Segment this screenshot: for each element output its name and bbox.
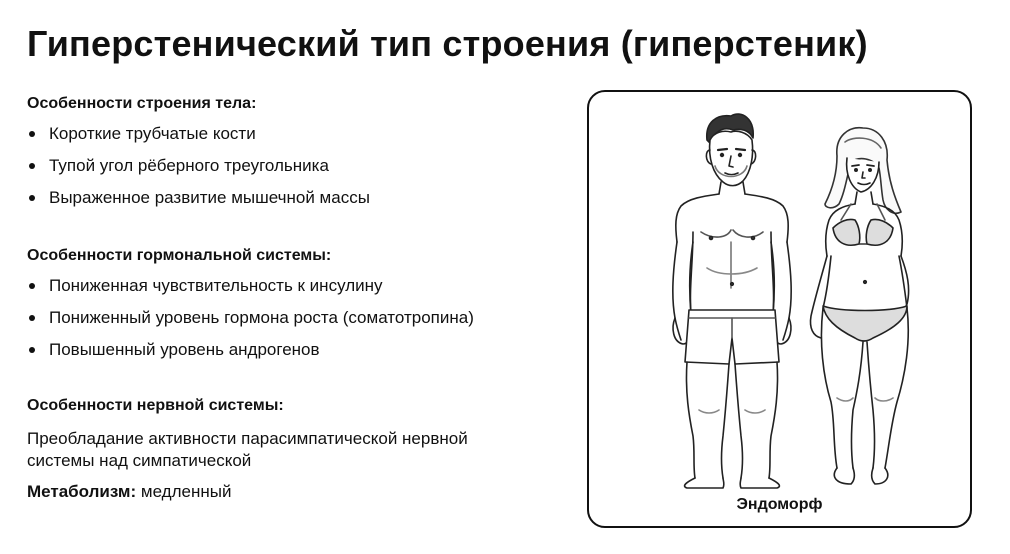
endomorph-figures-illustration xyxy=(589,92,972,492)
body-structure-list xyxy=(27,122,370,210)
metabolism-value: медленный xyxy=(140,482,232,501)
hormonal-system-list xyxy=(27,274,474,362)
list-item-text: Повышенный уровень андрогенов xyxy=(49,340,320,359)
bullet-icon xyxy=(29,283,35,289)
body-structure-section xyxy=(27,92,370,218)
bullet-icon xyxy=(29,315,35,321)
list-item xyxy=(27,122,370,146)
metabolism-line xyxy=(27,480,231,504)
list-item xyxy=(27,306,474,330)
list-item xyxy=(27,154,370,178)
female-figure xyxy=(810,128,908,484)
list-item xyxy=(27,186,370,210)
bullet-icon xyxy=(29,131,35,137)
list-item-text: Пониженная чувствительность к инсулину xyxy=(49,276,383,295)
body-structure-heading: Особенности строения тела: xyxy=(27,95,257,112)
illustration-caption: Эндоморф xyxy=(736,496,823,513)
nervous-system-section xyxy=(27,394,507,472)
list-item xyxy=(27,338,474,362)
hormonal-system-heading: Особенности гормональной системы: xyxy=(27,247,332,264)
bullet-icon xyxy=(29,347,35,353)
nervous-system-heading: Особенности нервной системы: xyxy=(27,397,284,414)
list-item-text: Выраженное развитие мышечной массы xyxy=(49,188,370,207)
bullet-icon xyxy=(29,195,35,201)
nervous-system-text: Преобладание активности парасимпатической нервной системы над симпатической xyxy=(27,429,468,470)
list-item-text: Пониженный уровень гормона роста (соматотропина) xyxy=(49,308,474,327)
male-figure xyxy=(673,114,791,488)
page-title: Гиперстенический тип строения (гиперстеник) xyxy=(27,23,868,64)
metabolism-label: Метаболизм: xyxy=(27,482,137,501)
bullet-icon xyxy=(29,163,35,169)
hormonal-system-section xyxy=(27,244,474,370)
list-item xyxy=(27,274,474,298)
list-item-text: Тупой угол рёберного треугольника xyxy=(49,156,329,175)
list-item-text: Короткие трубчатые кости xyxy=(49,124,256,143)
endomorph-illustration-card xyxy=(587,90,972,528)
